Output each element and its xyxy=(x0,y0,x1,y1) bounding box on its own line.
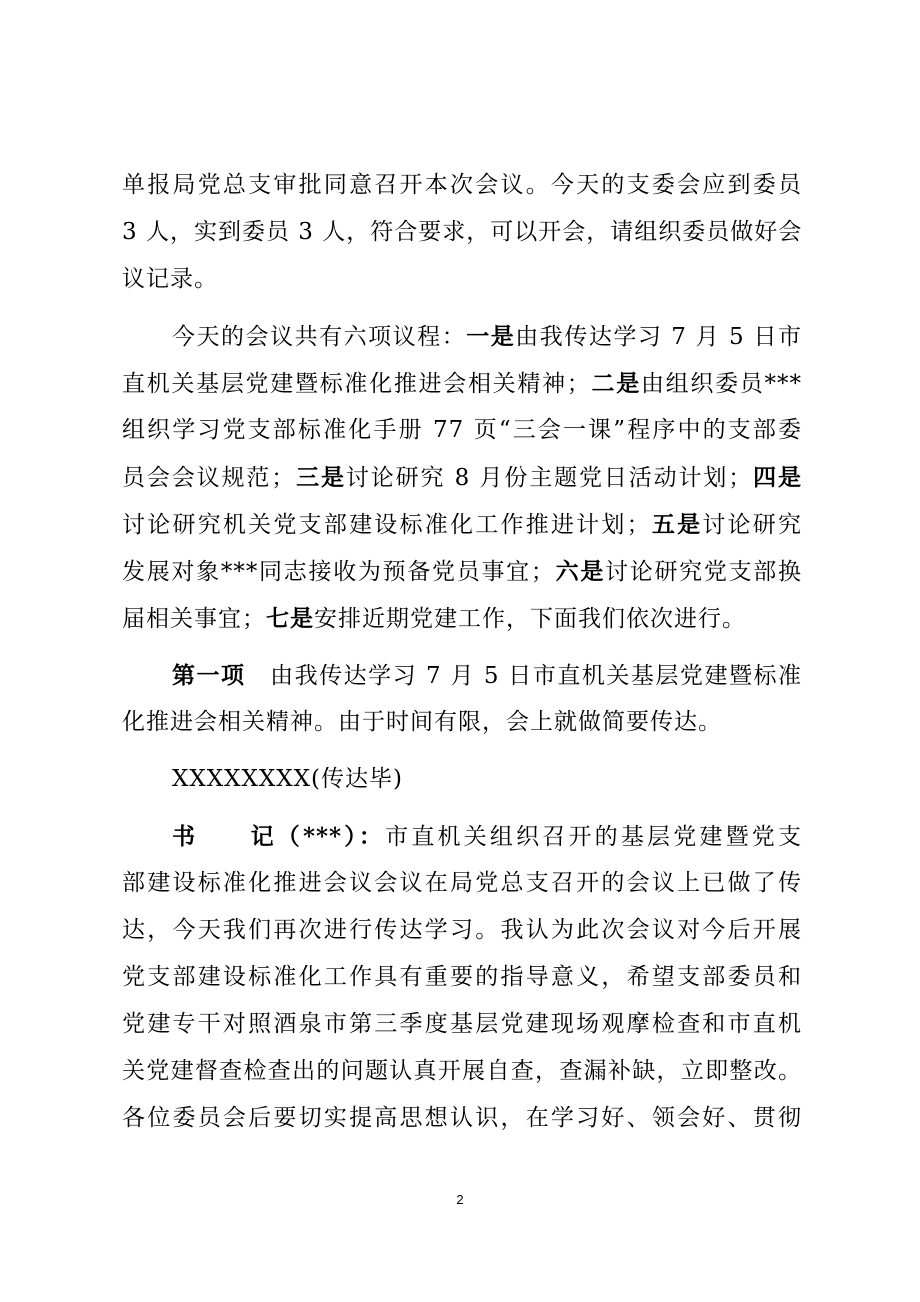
text-run: 达，今天我们再次进行传达学习。我认为此次会议对今后开展 xyxy=(122,917,802,943)
text-run: 市直机关组织召开的基层党建暨党支 xyxy=(385,824,802,850)
text-run: 讨论研究党支部换 xyxy=(605,559,802,585)
text-run: 党支部建设标准化工作具有重要的指导意义，希望支部委员和 xyxy=(122,964,802,990)
agenda-marker: 三是 xyxy=(295,464,346,491)
paragraph-line xyxy=(122,209,802,256)
text-run: 发展对象***同志接收为预备党员事宜； xyxy=(122,559,555,585)
text-run: 化推进会相关精神。由于时间有限，会上就做简要传达。 xyxy=(122,709,722,735)
text-run: 直机关基层党建暨标准化推进会相关精神； xyxy=(122,371,591,397)
agenda-marker: 五是 xyxy=(650,511,703,538)
text-run: 讨论研究 8 月份主题党日活动计划； xyxy=(345,465,753,491)
paragraph-line xyxy=(122,360,802,407)
agenda-marker: 四是 xyxy=(752,464,802,491)
text-run: 员会会议规范； xyxy=(122,465,296,491)
paragraph-line xyxy=(122,1048,802,1095)
paragraph-line xyxy=(122,756,802,803)
agenda-marker: 六是 xyxy=(554,558,606,585)
agenda-marker: 一是 xyxy=(466,323,516,350)
text-run: 部建设标准化推进会议会议在局党总支召开的会议上已做了传 xyxy=(122,870,802,896)
text-run: 讨论研究机关党支部建设标准化工作推进计划； xyxy=(122,512,651,538)
text-run: 3 人，实到委员 3 人，符合要求，可以开会，请组织委员做好会 xyxy=(122,219,802,245)
text-run: 关党建督查检查出的问题认真开展自查，查漏补缺，立即整改。 xyxy=(122,1058,802,1084)
paragraph-line xyxy=(122,1095,802,1142)
text-run: 由我传达学习 7 月 5 日市直机关基层党建暨标准 xyxy=(245,663,802,689)
text-run: XXXXXXXX(传达毕) xyxy=(172,766,403,792)
paragraph-line xyxy=(122,813,802,860)
paragraph-line xyxy=(122,407,802,454)
text-run: 今天的会议共有六项议程： xyxy=(172,324,467,350)
paragraph-line xyxy=(122,595,802,642)
text-run: 讨论研究 xyxy=(702,512,802,538)
paragraph-line xyxy=(122,256,802,303)
text-run: 组织学习党支部标准化手册 77 页“三会一课”程序中的支部委 xyxy=(122,417,802,443)
paragraph-line xyxy=(122,1001,802,1048)
paragraph-line xyxy=(122,313,802,360)
page-number: 2 xyxy=(456,1192,464,1207)
text-run: 党建专干对照酒泉市第三季度基层党建现场观摩检查和市直机 xyxy=(122,1011,802,1037)
agenda-marker: 七是 xyxy=(266,605,314,632)
text-run: 由我传达学习 7 月 5 日市 xyxy=(515,324,802,350)
speaker-label: 书 记（***）： xyxy=(172,823,386,850)
text-run: 单报局党总支审批同意召开本次会议。今天的支委会应到委员 xyxy=(122,172,802,198)
text-run: 议记录。 xyxy=(122,266,218,292)
agenda-marker: 二是 xyxy=(590,370,641,397)
paragraph-line xyxy=(122,501,802,548)
text-run: 各位委员会后要切实提高思想认识，在学习好、领会好、贯彻 xyxy=(122,1105,802,1131)
body-text-upper xyxy=(122,162,802,1142)
text-run: 安排近期党建工作，下面我们依次进行。 xyxy=(314,606,746,632)
paragraph-line xyxy=(122,699,802,746)
paragraph-line xyxy=(122,548,802,595)
text-run: 由组织委员*** xyxy=(640,371,802,397)
paragraph-line xyxy=(122,652,802,699)
paragraph-line xyxy=(122,860,802,907)
paragraph-line xyxy=(122,907,802,954)
paragraph-line xyxy=(122,954,802,1001)
item-heading: 第一项 xyxy=(172,662,246,689)
paragraph-line xyxy=(122,162,802,209)
text-run: 届相关事宜； xyxy=(122,606,266,632)
paragraph-line xyxy=(122,454,802,501)
